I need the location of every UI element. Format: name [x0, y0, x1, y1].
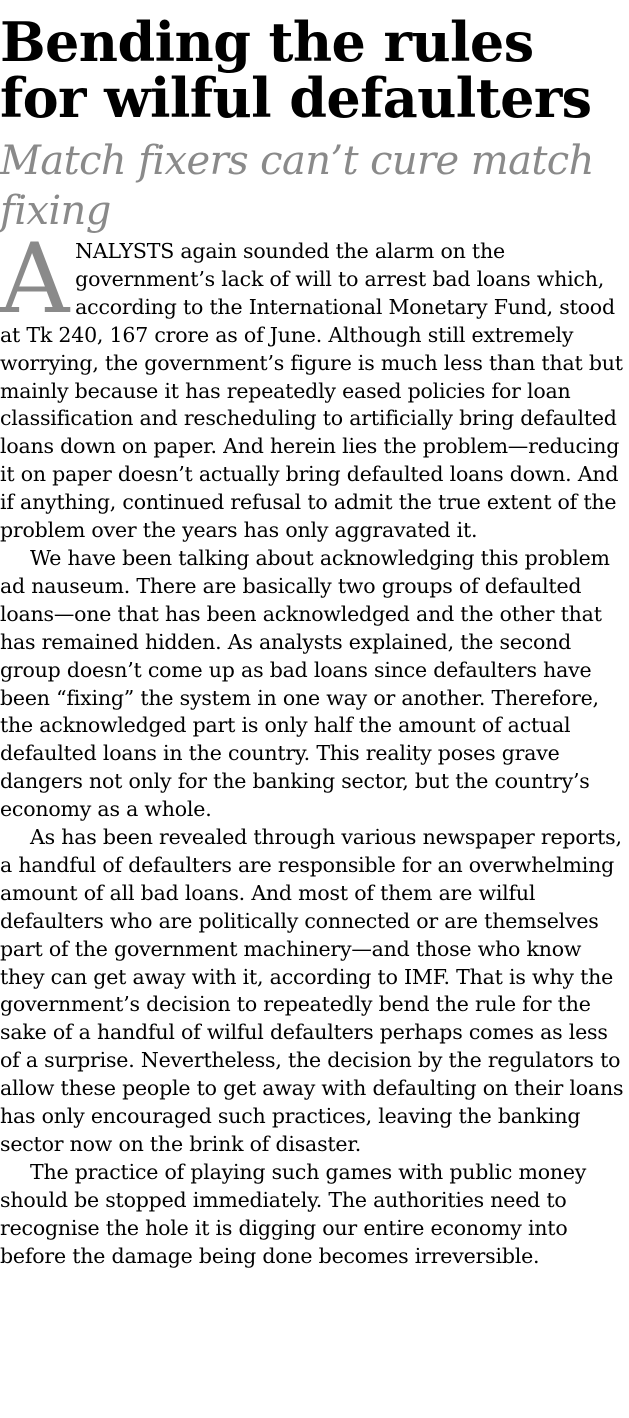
drop-cap: A: [0, 223, 70, 335]
headline: Bending the rules for wilful defaulters: [0, 10, 592, 130]
paragraph-2: We have been talking about acknowledging this problem ad nauseum. There are basically two groups of defaulted loans—one that has been acknowledged and the other that has remained hidden. As analysts explained, the second group doesn’t come up as bad loans since defaulters have been “fixing” the system in one way or another. Therefore, the acknowledged part is only half the amount of actual defaulted loans in the country. This reality poses grave dangers not only for the banking sector, but the country’s economy as a whole.: [0, 545, 610, 822]
paragraph-1-text: NALYSTS again sounded the alarm on the government’s lack of will to arrest bad loans which, according to the International Monetary Fund, stood at Tk 240, 167 crore as of June. Although still extremely worrying, the government’s figure is much less than that but mainly because it has repeatedly eased policies for loan classification and rescheduling to artificially bring defaulted loans down on paper. And herein lies the problem—reducing it on paper doesn’t actually bring defaulted loans down. And if anything, continued refusal to admit the true extent of the problem over the years has only aggravated it.: [0, 239, 623, 543]
paragraph-3: As has been revealed through various newspaper reports, a handful of defaulters are responsible for an overwhelming amount of all bad loans. And most of them are wilful defaulters who are politically connected or are themselves part of the government machinery—and those who know they can get away with it, according to IMF. That is why the government’s decision to repeatedly bend the rule for the sake of a handful of wilful defaulters perhaps comes as less of a surprise. Nevertheless, the decision by the regulators to allow these people to get away with defaulting on their loans has only encouraged such practices, leaving the banking sector now on the brink of disaster.: [0, 825, 624, 1156]
paragraph-1: [0, 223, 629, 545]
paragraph-4: The practice of playing such games with public money should be stopped immediately. The authorities need to recognise the hole it is digging our entire economy into before the damage being done becomes irreversible.: [0, 1159, 587, 1268]
subheadline: Match fixers can’t cure match fixing: [0, 138, 594, 234]
article-body: [0, 223, 629, 1271]
